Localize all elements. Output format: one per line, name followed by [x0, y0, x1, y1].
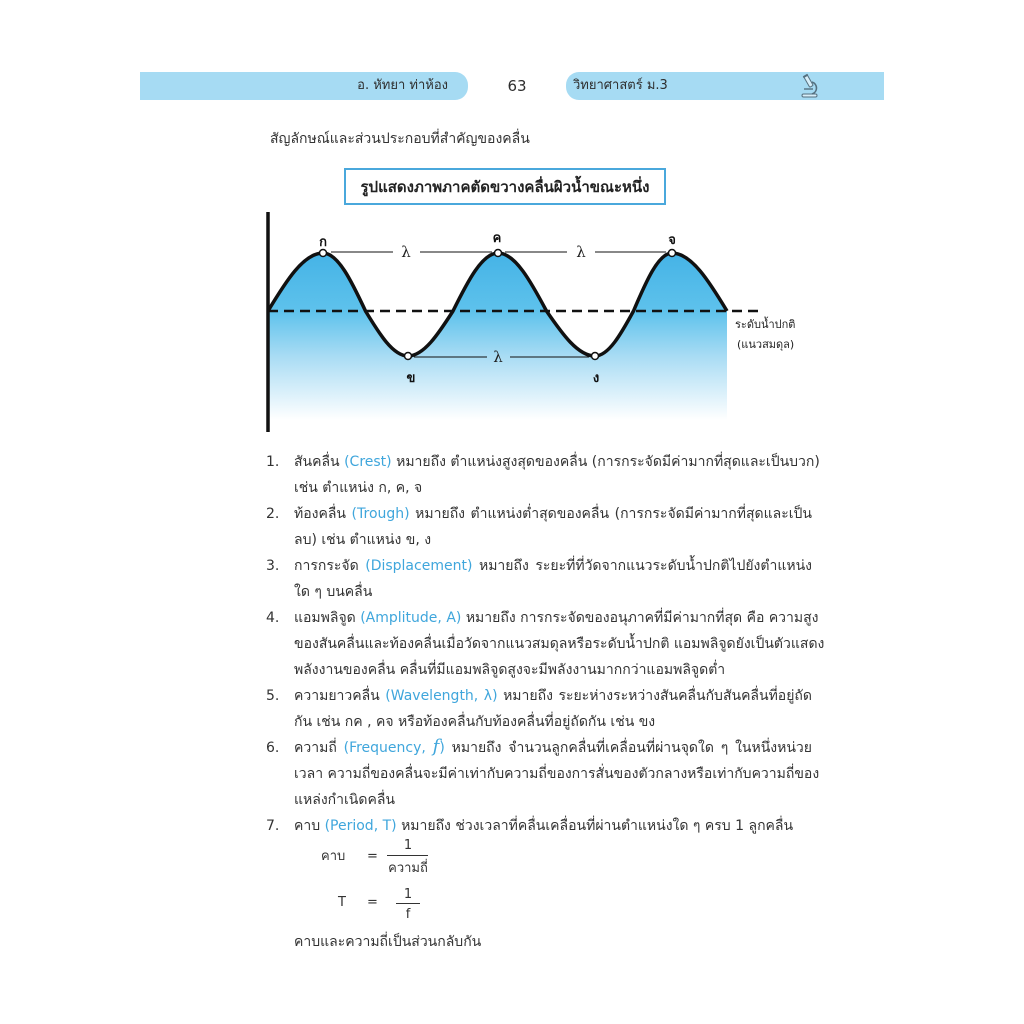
conclusion-text: คาบและความถี่เป็นส่วนกลับกัน	[294, 934, 482, 950]
figure-title: รูปแสดงภาพภาคตัดขวางคลื่นผิวน้ำขณะหนึ่ง	[344, 168, 666, 205]
definitions-list	[266, 449, 825, 839]
item-number: 3.	[266, 558, 280, 574]
item-number: 4.	[266, 610, 280, 626]
item-text: หมายถึง ระยะห่างระหว่างสันคลื่นกับสันคลื่นที่อยู่ถัด	[503, 688, 812, 704]
formula-2-denominator: f	[405, 907, 411, 922]
list-item	[266, 605, 825, 683]
point-label-crest-3: จ	[668, 233, 676, 248]
item-text: หมายถึง ตำแหน่งสูงสุดของคลื่น (การกระจัดมีค่ามากที่สุดและเป็นบวก)	[396, 454, 820, 470]
point-label-crest-2: ค	[492, 231, 502, 246]
item-line: เวลา ความถี่ของคลื่นจะมีค่าเท่ากับความถี่ของการสั่นของตัวกลางหรือเท่ากับความถี่ของ	[294, 766, 820, 782]
trough-marker-2	[592, 353, 599, 360]
crest-marker-3	[669, 250, 676, 257]
item-line	[294, 449, 820, 475]
item-term: การกระจัด	[294, 558, 359, 574]
formula-2-numerator: 1	[403, 887, 413, 902]
item-number: 5.	[266, 688, 280, 704]
header-author: อ. หัทยา ท่าห้อง	[357, 78, 448, 93]
item-line	[294, 683, 812, 709]
item-english-term: (Displacement)	[365, 558, 473, 574]
item-text: หมายถึง ช่วงเวลาที่คลื่นเคลื่อนที่ผ่านตำแหน่งใด ๆ ครบ 1 ลูกคลื่น	[401, 818, 794, 834]
item-term: ความถี่	[294, 740, 337, 756]
item-line	[294, 735, 812, 761]
item-line: ลบ) เช่น ตำแหน่ง ข, ง	[294, 532, 432, 548]
page-number: 63	[507, 77, 527, 95]
microscope-icon	[798, 73, 824, 99]
wavelength-label-trough: λ	[493, 348, 503, 366]
item-term: สันคลื่น	[294, 454, 340, 470]
item-line: เช่น ตำแหน่ง ก, ค, จ	[294, 480, 423, 496]
formula-1-lhs: คาบ	[321, 849, 346, 864]
list-item	[266, 501, 812, 553]
item-text: หมายถึง ตำแหน่งต่ำสุดของคลื่น (การกระจัดมีค่ามากที่สุดและเป็น	[415, 506, 812, 522]
item-english-term: (Crest)	[344, 454, 392, 470]
item-number: 7.	[266, 818, 280, 834]
item-number: 6.	[266, 740, 280, 756]
formula-1-numerator: 1	[403, 838, 413, 853]
item-line: แหล่งกำเนิดคลื่น	[294, 792, 395, 808]
frequency-symbol: f	[432, 736, 440, 757]
item-text: หมายถึง ระยะที่ที่วัดจากแนวระดับน้ำปกติไปยังตำแหน่ง	[478, 558, 813, 574]
equilibrium-label: ระดับน้ำปกติ	[735, 318, 796, 331]
trough-marker-1	[405, 353, 412, 360]
item-term: ความยาวคลื่น	[294, 688, 380, 704]
item-text: หมายถึง จำนวนลูกคลื่นที่เคลื่อนที่ผ่านจุดใด ๆ ในหนึ่งหน่วย	[451, 740, 812, 756]
item-term: คาบ	[294, 818, 321, 834]
equilibrium-caption	[735, 315, 795, 355]
list-item	[266, 553, 812, 605]
item-line: ของสันคลื่นและท้องคลื่นเมื่อวัดจากแนวสมดุลหรือระดับน้ำปกติ แอมพลิจูดยังเป็นตัวแสดง	[294, 636, 825, 652]
item-english-open: (Frequency,	[343, 740, 426, 756]
equilibrium-note: (แนวสมดุล)	[737, 338, 795, 351]
point-label-trough-2: ง	[592, 371, 600, 386]
item-text: หมายถึง การกระจัดของอนุภาคที่มีค่ามากที่สุด คือ ความสูง	[465, 610, 819, 626]
formula-1-equals: =	[367, 849, 378, 864]
item-term: แอมพลิจูด	[294, 610, 356, 626]
item-english-close: )	[439, 740, 445, 756]
item-english-term	[343, 736, 445, 757]
item-number: 2.	[266, 506, 280, 522]
item-english-term: (Trough)	[351, 506, 410, 522]
item-line: กัน เช่น กค , คจ หรือท้องคลื่นกับท้องคลื่นที่อยู่ถัดกัน เช่น ขง	[294, 714, 656, 730]
item-line: พลังงานของคลื่น คลื่นที่มีแอมพลิจูดสูงจะมีพลังงานมากกว่าแอมพลิจูดต่ำ	[294, 662, 726, 678]
formula-2-fraction-bar	[396, 903, 420, 904]
item-number: 1.	[266, 454, 280, 470]
formula-1-denominator: ความถี่	[388, 861, 428, 876]
section-heading: สัญลักษณ์และส่วนประกอบที่สำคัญของคลื่น	[270, 131, 530, 147]
crest-marker-2	[495, 250, 502, 257]
wavelength-label-crest-kho-cho: λ	[576, 243, 586, 261]
formula-1-fraction-bar	[387, 855, 428, 856]
header-subject: วิทยาศาสตร์ ม.3	[573, 78, 668, 93]
crest-marker-1	[320, 250, 327, 257]
list-item	[266, 683, 812, 735]
list-item	[266, 735, 820, 813]
water-fill	[268, 253, 727, 420]
item-line: ใด ๆ บนคลื่น	[294, 584, 373, 600]
item-english-term: (Period, T)	[324, 818, 397, 834]
item-english-term: (Wavelength, λ)	[385, 688, 498, 704]
point-label-trough-1: ข	[406, 371, 416, 386]
formula-2-equals: =	[367, 895, 378, 910]
item-english-term: (Amplitude, A)	[360, 610, 462, 626]
item-term: ท้องคลื่น	[294, 506, 346, 522]
list-item	[266, 449, 820, 501]
item-line	[294, 501, 812, 527]
point-label-crest-1: ก	[319, 235, 327, 250]
item-line	[294, 813, 812, 839]
item-line	[294, 553, 812, 579]
list-item	[266, 813, 812, 839]
formula-2-lhs: T	[338, 895, 346, 910]
wavelength-label-crest-ko-kho: λ	[401, 243, 411, 261]
item-line	[294, 605, 819, 631]
wave-diagram	[250, 205, 810, 445]
